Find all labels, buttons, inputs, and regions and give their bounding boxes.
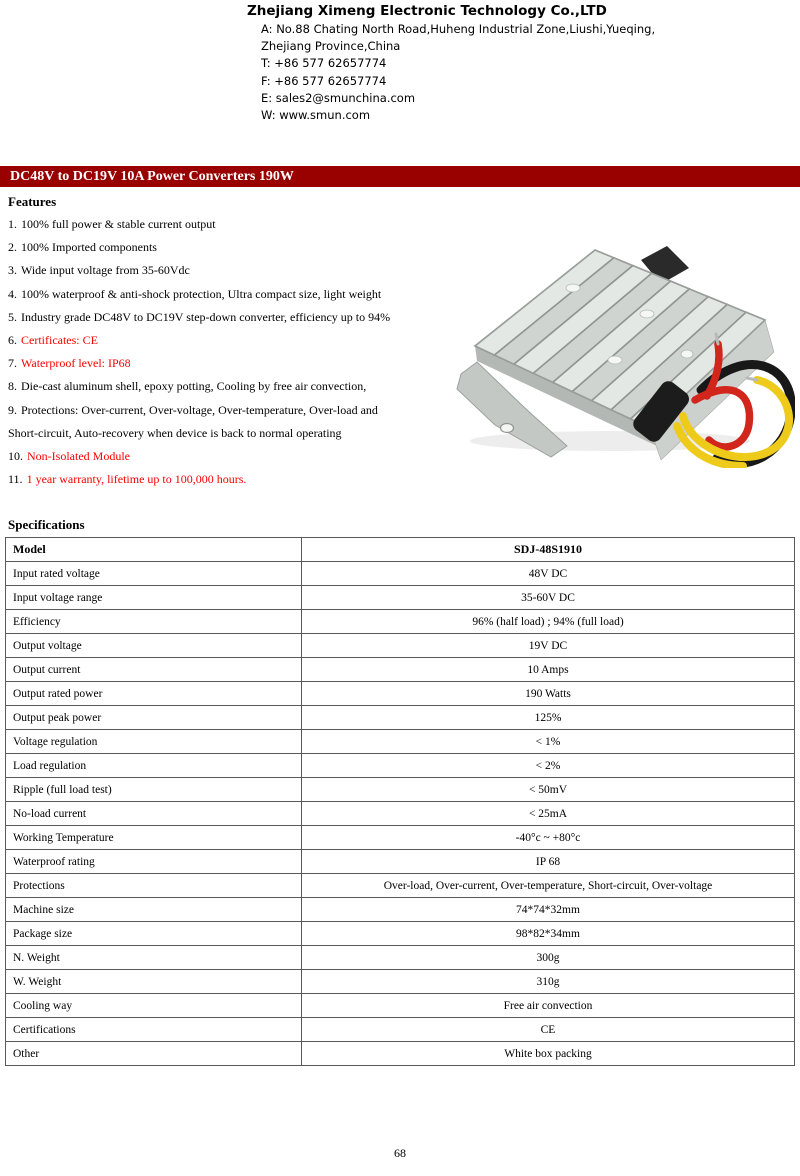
- specifications-table: [5, 537, 795, 1066]
- table-row: [6, 778, 795, 802]
- spec-label: Protections: [6, 874, 302, 898]
- table-row: [6, 826, 795, 850]
- features-list: [8, 213, 390, 491]
- feature-item-continuation: Short-circuit, Auto-recovery when device is back to normal operating: [8, 425, 342, 440]
- spec-value: CE: [302, 1018, 795, 1042]
- table-row: [6, 850, 795, 874]
- feature-item: 10. Non-Isolated Module: [8, 449, 130, 464]
- feature-item: 7. Waterproof level: IP68: [8, 356, 131, 371]
- feature-item: 3. Wide input voltage from 35-60Vdc: [8, 263, 190, 278]
- table-row: [6, 634, 795, 658]
- spec-label: Output voltage: [6, 634, 302, 658]
- spec-label: N. Weight: [6, 946, 302, 970]
- spec-value: 74*74*32mm: [302, 898, 795, 922]
- table-row: [6, 898, 795, 922]
- table-row: [6, 682, 795, 706]
- spec-value: Over-load, Over-current, Over-temperature, Short-circuit, Over-voltage: [302, 874, 795, 898]
- spec-label: Working Temperature: [6, 826, 302, 850]
- feature-item: 6. Certificates: CE: [8, 333, 98, 348]
- spec-value: 48V DC: [302, 562, 795, 586]
- table-row: [6, 610, 795, 634]
- spec-label: Output current: [6, 658, 302, 682]
- feature-item: 1. 100% full power & stable current output: [8, 217, 216, 231]
- table-row: [6, 994, 795, 1018]
- specifications-heading: Specifications: [8, 517, 85, 532]
- company-contact-block: [261, 21, 655, 124]
- spec-label: Input rated voltage: [6, 562, 302, 586]
- spec-label: Input voltage range: [6, 586, 302, 610]
- feature-item: 5. Industry grade DC48V to DC19V step-down converter, efficiency up to 94%: [8, 309, 391, 324]
- spec-label: Other: [6, 1042, 302, 1066]
- feature-item: 2. 100% Imported components: [8, 240, 157, 255]
- spec-label: Cooling way: [6, 994, 302, 1018]
- page-number: 68: [394, 1146, 406, 1160]
- spec-label: Ripple (full load test): [6, 778, 302, 802]
- table-row: [6, 730, 795, 754]
- table-row: [6, 706, 795, 730]
- spec-value: IP 68: [302, 850, 795, 874]
- spec-label: Certifications: [6, 1018, 302, 1042]
- contact-fax-line: F: +86 577 62657774: [261, 73, 387, 88]
- spec-value: 125%: [302, 706, 795, 730]
- spec-value: 310g: [302, 970, 795, 994]
- red-wire-tip: [716, 334, 718, 344]
- spec-label: W. Weight: [6, 970, 302, 994]
- contact-website-line: W: www.smun.com: [261, 108, 371, 123]
- feature-item: 8. Die-cast aluminum shell, epoxy potting, Cooling by free air convection,: [8, 379, 367, 394]
- table-row: [6, 946, 795, 970]
- contact-phone-line: T: +86 577 62657774: [261, 56, 387, 71]
- product-image: [455, 228, 795, 468]
- feature-item: 9. Protections: Over-current, Over-voltage, Over-temperature, Over-load and: [8, 402, 378, 417]
- spec-label: Load regulation: [6, 754, 302, 778]
- table-row: [6, 658, 795, 682]
- spec-label: Efficiency: [6, 610, 302, 634]
- spec-value: < 25mA: [302, 802, 795, 826]
- table-row: [6, 562, 795, 586]
- spec-label: Output rated power: [6, 682, 302, 706]
- contact-email-line: E: sales2@smunchina.com: [261, 90, 416, 105]
- spec-label: No-load current: [6, 802, 302, 826]
- spec-value: White box packing: [302, 1042, 795, 1066]
- contact-address-line: Zhejiang Province,China: [261, 39, 401, 54]
- contact-address-line: A: No.88 Chating North Road,Huheng Industrial Zone,Liushi,Yueqing,: [261, 22, 656, 36]
- spec-value: 96% (half load) ; 94% (full load): [302, 610, 795, 634]
- table-row: [6, 922, 795, 946]
- spec-value: < 1%: [302, 730, 795, 754]
- spec-value: 35-60V DC: [302, 586, 795, 610]
- table-row: [6, 586, 795, 610]
- table-row: [6, 538, 795, 562]
- spec-label: Voltage regulation: [6, 730, 302, 754]
- company-name: Zhejiang Ximeng Electronic Technology Co.,LTD: [247, 3, 607, 19]
- spec-label: Machine size: [6, 898, 302, 922]
- table-row: [6, 970, 795, 994]
- feature-item: 11. 1 year warranty, lifetime up to 100,000 hours.: [8, 472, 247, 487]
- spec-value: 98*82*34mm: [302, 922, 795, 946]
- spec-value: 10 Amps: [302, 658, 795, 682]
- spec-value: < 50mV: [302, 778, 795, 802]
- spec-label: Waterproof rating: [6, 850, 302, 874]
- spec-label: Package size: [6, 922, 302, 946]
- yellow-wire-tip: [747, 378, 757, 380]
- spec-value: SDJ-48S1910: [302, 538, 795, 562]
- table-row: [6, 874, 795, 898]
- product-title-banner: DC48V to DC19V 10A Power Converters 190W: [0, 166, 800, 187]
- spec-value: -40°c ~ +80°c: [302, 826, 795, 850]
- spec-value: < 2%: [302, 754, 795, 778]
- spec-value: Free air convection: [302, 994, 795, 1018]
- spec-value: 300g: [302, 946, 795, 970]
- spec-label: Model: [6, 538, 302, 562]
- table-row: [6, 1018, 795, 1042]
- spec-label: Output peak power: [6, 706, 302, 730]
- table-row: [6, 754, 795, 778]
- table-row: [6, 802, 795, 826]
- table-row: [6, 1042, 795, 1066]
- features-heading: Features: [8, 194, 57, 209]
- feature-item: 4. 100% waterproof & anti-shock protection, Ultra compact size, light weight: [8, 286, 382, 301]
- spec-value: 190 Watts: [302, 682, 795, 706]
- spec-value: 19V DC: [302, 634, 795, 658]
